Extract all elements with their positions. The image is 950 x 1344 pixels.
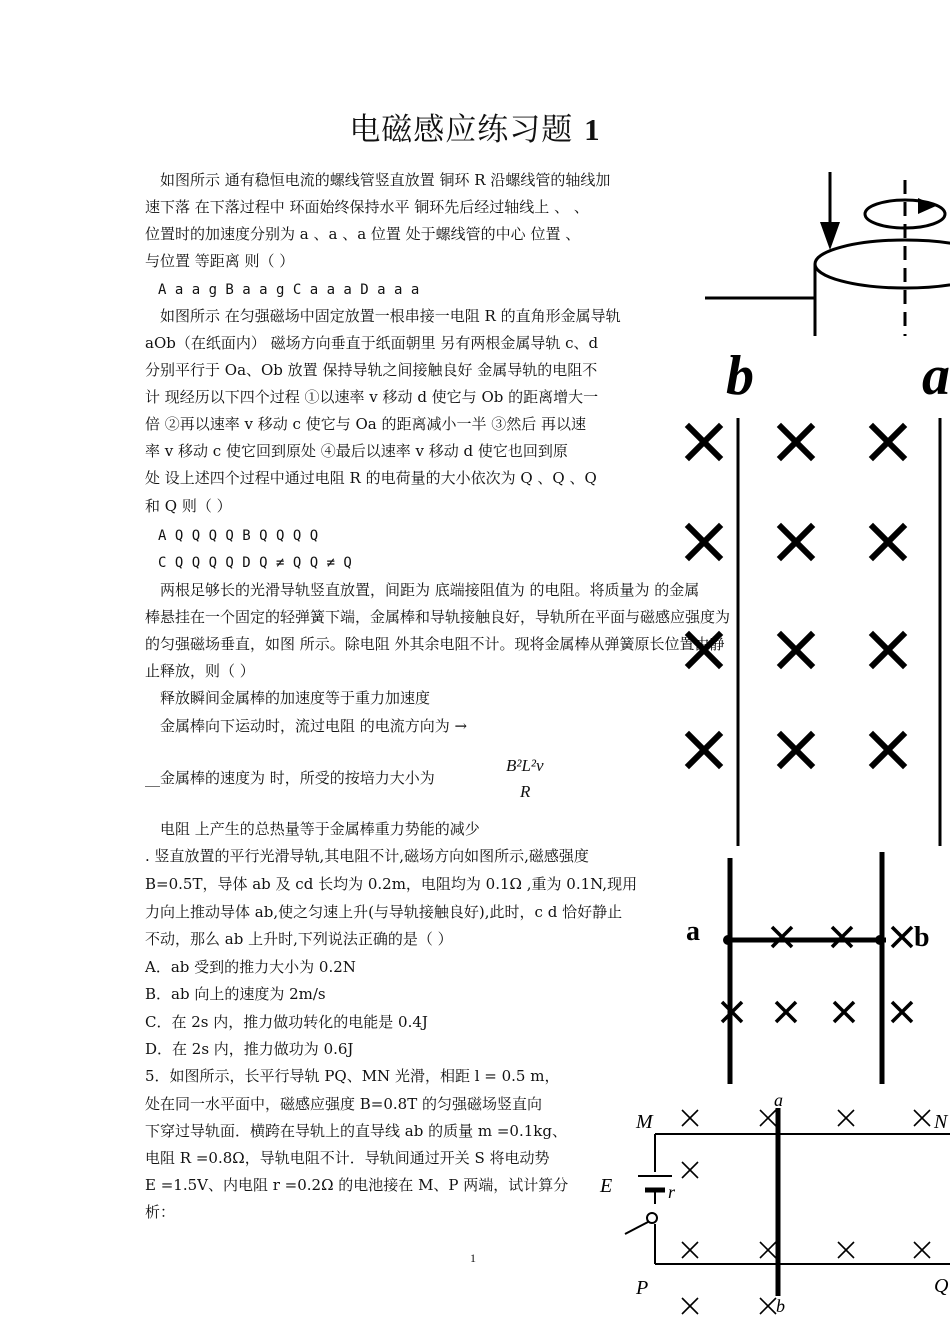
text-line-q3-l4: 止释放，则（ ） [145, 662, 255, 680]
text-line-q2-opts2: C Q Q Q Q D Q ≠ Q Q ≠ Q [158, 555, 352, 571]
text-line-q1-l1: 如图所示 通有稳恒电流的螺线管竖直放置 铜环 R 沿螺线管的轴线加 [160, 171, 611, 189]
text-line-q2-l7: 处 设上述四个过程中通过电阻 R 的电荷量的大小依次为 Q 、Q 、Q [145, 469, 597, 487]
text-line-q5-l5: E =1.5V、内电阻 r =0.2Ω 的电池接在 M、P 两端，试计算分 [145, 1176, 569, 1194]
formula-denominator: R [520, 782, 531, 801]
text-line-q3-c: __金属棒的速度为 时，所受的按培力大小为 [145, 769, 435, 787]
fig5-label-E: E [600, 1175, 613, 1197]
text-line-q2-l8: 和 Q 则（ ） [145, 497, 232, 515]
text-line-q3-l3: 的匀强磁场垂直，如图 所示。除电阻 外其余电阻不计。现将金属棒从弹簧原长位置由静 [145, 635, 725, 653]
fig5-label-r: r [668, 1182, 676, 1202]
fig4-label-a: a [686, 916, 700, 947]
fig5-label-M: M [636, 1111, 653, 1133]
vertical-rails-figure [686, 852, 930, 1084]
text-line-q2-l1: 如图所示 在匀强磁场中固定放置一根串接一电阻 R 的直角形金属导轨 [160, 307, 621, 325]
text-line-q2-l6: 率 v 移动 c 使它回到原处 ④最后以速率 v 移动 d 使它也回到原 [145, 442, 568, 460]
fig5-label-N: N [934, 1111, 948, 1133]
fig5-label-a: a [774, 1090, 783, 1110]
text-line-q5-l2: 处在同一水平面中，磁感应强度 B=0.8T 的匀强磁场竖直向 [145, 1095, 542, 1113]
text-line-q4-a: A．ab 受到的推力大小为 0.2N [145, 958, 356, 976]
text-line-q4-b: B．ab 向上的速度为 2m/s [145, 985, 326, 1003]
text-line-q4-l1: . 竖直放置的平行光滑导轨,其电阻不计,磁场方向如图所示,磁感强度 [145, 847, 589, 865]
text-line-q2-l3: 分别平行于 Oa、Ob 放置 保持导轨之间接触良好 金属导轨的电阻不 [145, 361, 598, 379]
fig4-label-b: b [914, 922, 930, 953]
text-line-q4-l2: B=0.5T，导体 ab 及 cd 长均为 0.2m，电阻均为 0.1Ω ,重为 0.1N,现用 [145, 875, 638, 893]
text-line-q1-l3: 位置时的加速度分别为 a 、a 、a 位置 处于螺线管的中心 位置 、 [145, 225, 581, 243]
text-line-q3-a: 释放瞬间金属棒的加速度等于重力加速度 [160, 689, 431, 707]
page-number: 1 [470, 1251, 476, 1265]
fig5-label-Q: Q [934, 1275, 949, 1297]
text-line-q4-d: D．在 2s 内，推力做功为 0.6J [145, 1040, 354, 1058]
fig5-label-P: P [636, 1277, 649, 1299]
rail-field-figure [689, 345, 950, 846]
text-line-q4-l3: 力向上推动导体 ab,使之匀速上升(与导轨接触良好),此时，c d 恰好静止 [145, 903, 623, 921]
text-line-q2-l4: 计 现经历以下四个过程 ①以速率 v 移动 d 使它与 Ob 的距离增大一 [145, 388, 599, 406]
fig2-label-b: b [726, 345, 754, 407]
text-line-q3-l1: 两根足够长的光滑导轨竖直放置，间距为 底端接阻值为 的电阻。将质量为 的金属 [160, 581, 700, 599]
horizontal-rails-figure [599, 1090, 950, 1316]
text-line-q5-l3: 下穿过导轨面．横跨在导轨上的直导线 ab 的质量 m =0.1kg、 [145, 1122, 567, 1140]
text-line-q2-l5: 倍 ②再以速率 v 移动 c 使它与 Oa 的距离减小一半 ③然后 再以速 [145, 415, 587, 433]
text-line-q3-d: 电阻 上产生的总热量等于金属棒重力势能的减少 [160, 820, 480, 838]
fig2-label-a: a [922, 345, 950, 407]
solenoid-figure [705, 172, 950, 336]
text-line-q4-l4: 不动，那么 ab 上升时,下列说法正确的是（ ） [145, 930, 453, 948]
text-line-q2-l2: aOb（在纸面内） 磁场方向垂直于纸面朝里 另有两根金属导轨 c、d [145, 334, 599, 352]
formula-numerator: B²L²v [506, 756, 544, 775]
text-line-q3-b: 金属棒向下运动时，流过电阻 的电流方向为 → [160, 717, 468, 735]
text-line-q4-c: C．在 2s 内，推力做功转化的电能是 0.4J [145, 1013, 428, 1031]
text-line-q1-opts: A a a g B a a g C a a a D a a a [158, 282, 420, 298]
text-line-q5-l1: 5．如图所示，长平行导轨 PQ、MN 光滑，相距 l = 0.5 m， [145, 1067, 560, 1085]
page-title: 电磁感应练习题 1 [349, 112, 601, 148]
text-line-q1-l2: 速下落 在下落过程中 环面始终保持水平 铜环先后经过轴线上 、 、 [145, 198, 589, 216]
text-line-q3-l2: 棒悬挂在一个固定的轻弹簧下端，金属棒和导轨接触良好，导轨所在平面与磁感应强度为 [145, 608, 731, 626]
text-line-q5-l4: 电阻 R =0.8Ω，导轨电阻不计．导轨间通过开关 S 将电动势 [145, 1149, 550, 1167]
text-line-q1-l4: 与位置 等距离 则（ ） [145, 252, 295, 270]
text-line-q5-l6: 析： [145, 1203, 176, 1221]
text-line-q2-opts1: A Q Q Q Q B Q Q Q Q [158, 528, 319, 544]
fig5-label-b: b [776, 1296, 785, 1316]
